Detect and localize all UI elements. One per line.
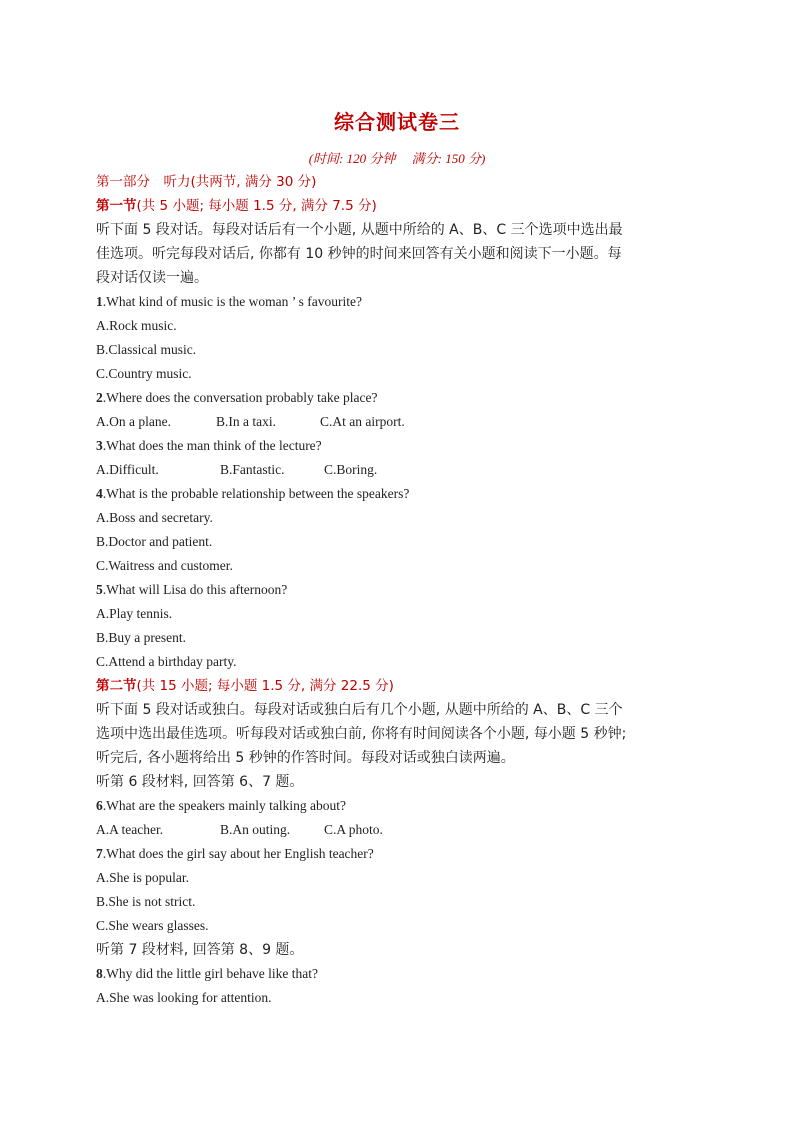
option-a: A.A teacher. — [96, 822, 164, 837]
section1-label: 第一节 — [96, 198, 137, 214]
option-c: C.She wears glasses. — [96, 918, 209, 933]
options-row — [96, 818, 696, 842]
section2-info: (共 15 小题; 每小题 1.5 分, 满分 22.5 分) — [136, 678, 394, 694]
instructions-line: 听下面 5 段对话或独白。每段对话或独白后有几个小题, 从题中所给的 A、B、C 三个 — [96, 702, 623, 718]
question-number: 2 — [96, 390, 103, 405]
question-text: .Where does the conversation probably take place? — [102, 390, 378, 405]
section2-heading — [96, 674, 696, 698]
question-5 — [96, 578, 696, 602]
option-b: B.Fantastic. — [220, 462, 285, 477]
option-c: C.Country music. — [96, 366, 192, 381]
instructions-line: 听完后, 各小题将给出 5 秒钟的作答时间。每段对话或独白读两遍。 — [96, 750, 515, 766]
question-8 — [96, 962, 696, 986]
options-row — [96, 458, 696, 482]
section2-label: 第二节 — [96, 678, 137, 694]
option-c: C.A photo. — [324, 822, 383, 837]
instructions-line: 选项中选出最佳选项。听每段对话或独白前, 你将有时间阅读各个小题, 每小题 5 秒钟; — [96, 726, 627, 742]
option-a: A.She was looking for attention. — [96, 990, 272, 1005]
question-number: 7 — [96, 846, 103, 861]
material-note: 听第 6 段材料, 回答第 6、7 题。 — [96, 774, 304, 790]
section1-info: (共 5 小题; 每小题 1.5 分, 满分 7.5 分) — [136, 198, 377, 214]
option-c: C.Boring. — [324, 462, 378, 477]
question-text: .Why did the little girl behave like that? — [102, 966, 318, 981]
instructions-line: 佳选项。听完每段对话后, 你都有 10 秒钟的时间来回答有关小题和阅读下一小题。每 — [96, 246, 622, 262]
question-number: 8 — [96, 966, 103, 981]
section1-heading — [96, 194, 696, 218]
question-text: .What does the girl say about her English teacher? — [102, 846, 374, 861]
option-b: B.She is not strict. — [96, 894, 196, 909]
question-number: 1 — [96, 294, 103, 309]
option-b: B.An outing. — [220, 822, 291, 837]
option-a: A.Boss and secretary. — [96, 510, 213, 525]
question-number: 4 — [96, 486, 103, 501]
instructions-line: 听下面 5 段对话。每段对话后有一个小题, 从题中所给的 A、B、C 三个选项中选出最 — [96, 222, 623, 238]
question-3 — [96, 434, 696, 458]
option-a: A.Play tennis. — [96, 606, 173, 621]
options-row — [96, 410, 696, 434]
option-b: B.Buy a present. — [96, 630, 186, 645]
question-text: .What will Lisa do this afternoon? — [102, 582, 288, 597]
material-note: 听第 7 段材料, 回答第 8、9 题。 — [96, 942, 304, 958]
question-number: 5 — [96, 582, 103, 597]
question-number: 3 — [96, 438, 103, 453]
instructions-line: 段对话仅读一遍。 — [96, 270, 208, 286]
question-1 — [96, 290, 696, 314]
option-c: C.Waitress and customer. — [96, 558, 233, 573]
option-b: B.Classical music. — [96, 342, 197, 357]
question-text: .What are the speakers mainly talking about? — [102, 798, 347, 813]
option-a: A.She is popular. — [96, 870, 189, 885]
option-b: B.Doctor and patient. — [96, 534, 213, 549]
question-text: .What does the man think of the lecture? — [102, 438, 322, 453]
question-text: .What kind of music is the woman ’ s favourite? — [102, 294, 362, 309]
exam-body — [96, 170, 696, 1010]
option-b: B.In a taxi. — [216, 414, 276, 429]
question-number: 6 — [96, 798, 103, 813]
option-a: A.On a plane. — [96, 414, 171, 429]
option-a: A.Rock music. — [96, 318, 177, 333]
question-2 — [96, 386, 696, 410]
page-title: 综合测试卷三 — [334, 110, 460, 134]
question-6 — [96, 794, 696, 818]
option-c: C.At an airport. — [320, 414, 405, 429]
option-c: C.Attend a birthday party. — [96, 654, 237, 669]
exam-time-info: (时间: 120 分钟 满分: 150 分) — [308, 151, 486, 166]
question-4 — [96, 482, 696, 506]
question-7 — [96, 842, 696, 866]
part-heading: 第一部分 听力(共两节, 满分 30 分) — [96, 174, 317, 190]
option-a: A.Difficult. — [96, 462, 159, 477]
question-text: .What is the probable relationship between the speakers? — [102, 486, 410, 501]
